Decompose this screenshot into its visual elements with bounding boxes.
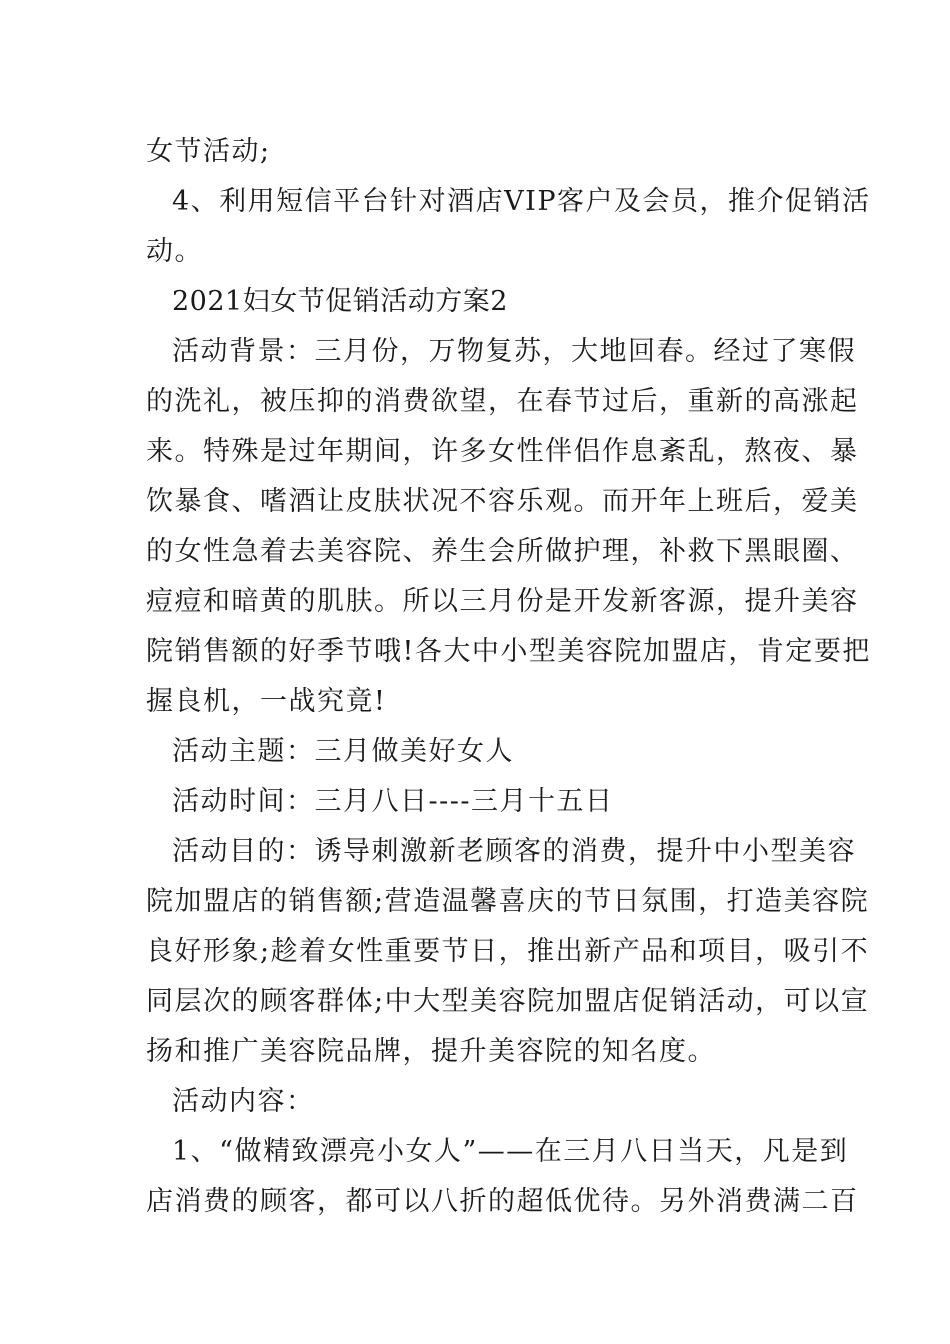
text-line: 活动主题：三月做美好女人 — [172, 736, 514, 767]
text-line: 1、“做精致漂亮小女人”——在三月八日当天，凡是到 — [172, 1136, 849, 1167]
section-heading: 2021妇女节促销活动方案2 — [172, 286, 508, 317]
text-line: 院销售额的好季节哦!各大中小型美容院加盟店，肯定要把 — [146, 636, 871, 667]
text-line: 扬和推广美容院品牌，提升美容院的知名度。 — [146, 1036, 716, 1067]
text-line: 的洗礼，被压抑的消费欲望，在春节过后，重新的高涨起 — [146, 386, 859, 417]
text-line: 良好形象;趁着女性重要节日，推出新产品和项目，吸引不 — [146, 936, 870, 967]
text-line: 4、利用短信平台针对酒店VIP客户及会员，推介促销活 — [172, 186, 871, 217]
text-line: 来。特殊是过年期间，许多女性伴侣作息紊乱，熬夜、暴 — [146, 436, 859, 467]
text-line: 饮暴食、嗜酒让皮肤状况不容乐观。而开年上班后，爱美 — [146, 486, 859, 517]
text-line: 握良机，一战究竟! — [146, 686, 387, 717]
text-line: 活动背景：三月份，万物复苏，大地回春。经过了寒假 — [172, 336, 856, 367]
text-line: 动。 — [146, 236, 203, 267]
text-line: 痘痘和暗黄的肌肤。所以三月份是开发新客源，提升美容 — [146, 586, 859, 617]
text-line: 店消费的顾客，都可以八折的超低优待。另外消费满二百 — [146, 1186, 859, 1217]
text-line: 女节活动; — [146, 136, 271, 167]
text-line: 活动目的：诱导刺激新老顾客的消费，提升中小型美容 — [172, 836, 856, 867]
text-line: 活动时间：三月八日----三月十五日 — [172, 786, 614, 817]
text-line: 的女性急着去美容院、养生会所做护理，补救下黑眼圈、 — [146, 536, 859, 567]
text-line: 院加盟店的销售额;营造温馨喜庆的节日氛围，打造美容院 — [146, 886, 870, 917]
text-line: 同层次的顾客群体;中大型美容院加盟店促销活动，可以宣 — [146, 986, 870, 1017]
text-line: 活动内容： — [172, 1086, 315, 1117]
